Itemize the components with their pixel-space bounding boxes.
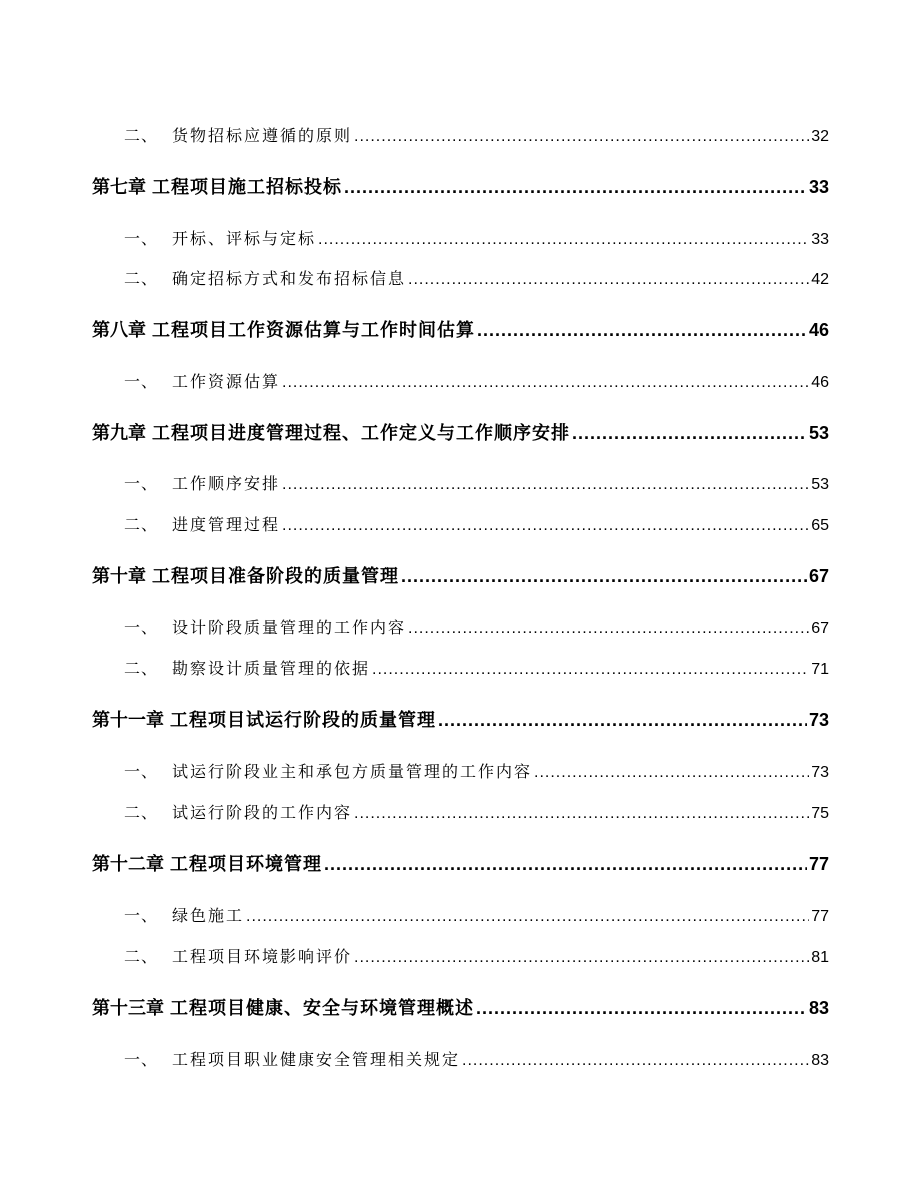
page-number: 73 xyxy=(808,710,829,730)
page-number: 73 xyxy=(811,764,829,781)
dot-leader xyxy=(354,949,809,967)
page-number: 32 xyxy=(811,128,829,145)
entry-number: 二、 xyxy=(124,515,159,534)
entry-number: 一、 xyxy=(124,229,159,248)
entry-title: 工程项目环境影响评价 xyxy=(172,947,353,966)
dot-leader xyxy=(282,476,809,494)
toc-chapter-entry[interactable] xyxy=(92,994,829,1020)
entry-title: 设计阶段质量管理的工作内容 xyxy=(172,618,407,637)
entry-number: 一、 xyxy=(124,618,159,637)
entry-number: 二、 xyxy=(124,947,159,966)
dot-leader xyxy=(344,177,807,198)
toc-section-entry[interactable] xyxy=(124,266,829,290)
entry-title: 工程项目施工招标投标 xyxy=(152,177,342,198)
page-number: 53 xyxy=(808,423,829,443)
chapter-number: 第十二章 xyxy=(92,854,164,875)
chapter-number: 第七章 xyxy=(92,177,146,198)
toc-section-entry[interactable] xyxy=(124,369,829,393)
entry-number: 一、 xyxy=(124,906,159,925)
chapter-number: 第十三章 xyxy=(92,998,164,1019)
toc-section-entry[interactable] xyxy=(124,226,829,250)
dot-leader xyxy=(282,374,809,392)
entry-title: 工程项目环境管理 xyxy=(170,854,322,875)
entry-title: 绿色施工 xyxy=(172,906,245,925)
dot-leader xyxy=(572,423,807,444)
dot-leader xyxy=(318,231,809,249)
entry-number: 一、 xyxy=(124,1050,159,1069)
page-number: 83 xyxy=(811,1052,829,1069)
dot-leader xyxy=(401,566,807,587)
page-number: 42 xyxy=(811,271,829,288)
toc-section-entry[interactable] xyxy=(124,656,829,680)
entry-number: 一、 xyxy=(124,372,159,391)
entry-title: 货物招标应遵循的原则 xyxy=(172,126,353,145)
entry-number: 二、 xyxy=(124,659,159,678)
toc-chapter-entry[interactable] xyxy=(92,419,829,445)
entry-title: 工程项目试运行阶段的质量管理 xyxy=(170,710,436,731)
toc-chapter-entry[interactable] xyxy=(92,562,829,588)
entry-number: 二、 xyxy=(124,803,159,822)
toc-chapter-entry[interactable] xyxy=(92,316,829,342)
page-number: 83 xyxy=(808,998,829,1018)
dot-leader xyxy=(477,320,807,341)
page-number: 46 xyxy=(808,320,829,340)
page-number: 67 xyxy=(811,620,829,637)
entry-number: 一、 xyxy=(124,474,159,493)
toc-section-entry[interactable] xyxy=(124,615,829,639)
toc-chapter-entry[interactable] xyxy=(92,706,829,732)
toc-section-entry[interactable] xyxy=(124,944,829,968)
toc-section-entry[interactable] xyxy=(124,759,829,783)
toc-section-entry[interactable] xyxy=(124,903,829,927)
dot-leader xyxy=(408,271,809,289)
chapter-number: 第九章 xyxy=(92,423,146,444)
toc-section-entry[interactable] xyxy=(124,800,829,824)
entry-title: 工程项目健康、安全与环境管理概述 xyxy=(170,998,474,1019)
entry-title: 工程项目进度管理过程、工作定义与工作顺序安排 xyxy=(152,423,570,444)
toc-section-entry[interactable] xyxy=(124,512,829,536)
page-number: 33 xyxy=(811,231,829,248)
dot-leader xyxy=(324,854,807,875)
entry-title: 开标、评标与定标 xyxy=(172,229,317,248)
page-number: 75 xyxy=(811,805,829,822)
entry-title: 确定招标方式和发布招标信息 xyxy=(172,269,407,288)
dot-leader xyxy=(354,805,809,823)
chapter-number: 第八章 xyxy=(92,320,146,341)
chapter-number: 第十章 xyxy=(92,566,146,587)
toc-section-entry[interactable] xyxy=(124,123,829,147)
dot-leader xyxy=(438,710,807,731)
dot-leader xyxy=(476,998,807,1019)
dot-leader xyxy=(534,764,809,782)
dot-leader xyxy=(408,620,809,638)
page-number: 67 xyxy=(808,566,829,586)
entry-title: 工作资源估算 xyxy=(172,372,281,391)
entry-title: 试运行阶段业主和承包方质量管理的工作内容 xyxy=(172,762,533,781)
toc-section-entry[interactable] xyxy=(124,1047,829,1071)
entry-title: 进度管理过程 xyxy=(172,515,281,534)
dot-leader xyxy=(462,1052,809,1070)
entry-title: 试运行阶段的工作内容 xyxy=(172,803,353,822)
page-number: 77 xyxy=(811,908,829,925)
page-number: 33 xyxy=(808,177,829,197)
page-number: 53 xyxy=(811,476,829,493)
chapter-number: 第十一章 xyxy=(92,710,164,731)
page-number: 46 xyxy=(811,374,829,391)
entry-title: 工程项目工作资源估算与工作时间估算 xyxy=(152,320,475,341)
entry-title: 勘察设计质量管理的依据 xyxy=(172,659,371,678)
page-number: 77 xyxy=(808,854,829,874)
toc-chapter-entry[interactable] xyxy=(92,173,829,199)
entry-title: 工程项目准备阶段的质量管理 xyxy=(152,566,399,587)
entry-number: 二、 xyxy=(124,126,159,145)
toc-chapter-entry[interactable] xyxy=(92,850,829,876)
entry-title: 工程项目职业健康安全管理相关规定 xyxy=(172,1050,461,1069)
page-number: 65 xyxy=(811,517,829,534)
entry-title: 工作顺序安排 xyxy=(172,474,281,493)
toc-section-entry[interactable] xyxy=(124,471,829,495)
entry-number: 二、 xyxy=(124,269,159,288)
page-number: 71 xyxy=(811,661,829,678)
dot-leader xyxy=(246,908,809,926)
entry-number: 一、 xyxy=(124,762,159,781)
dot-leader xyxy=(354,128,809,146)
dot-leader xyxy=(372,661,809,679)
page-number: 81 xyxy=(811,949,829,966)
dot-leader xyxy=(282,517,809,535)
